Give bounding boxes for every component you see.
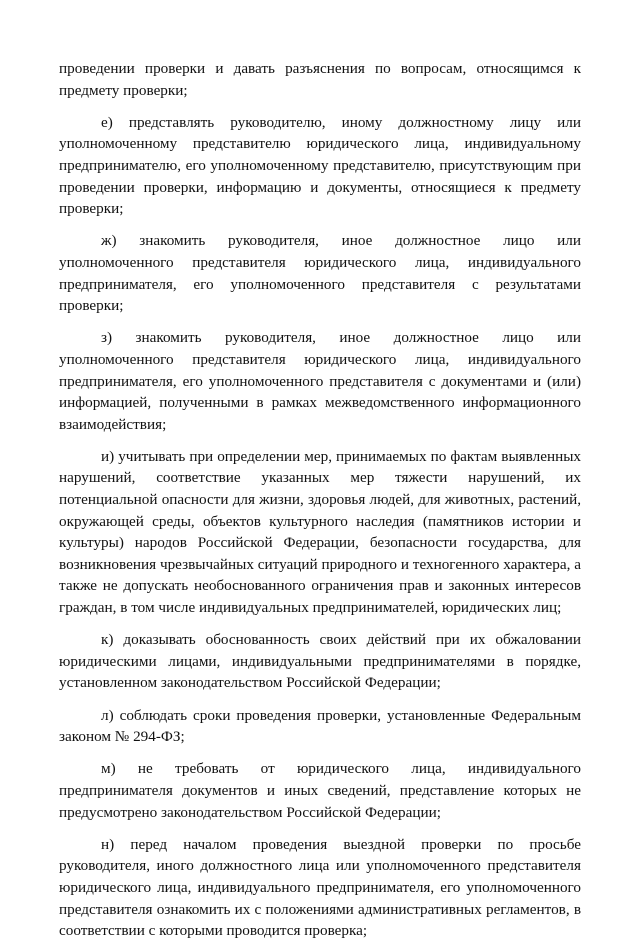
paragraph-item-i: и) учитывать при определении мер, принимаемых по фактам выявленных нарушений, соответствие указанных мер тяжести нарушений, их потенциальной опасности для жизни, здоровья людей, для животных, растений, окружающей среды, объектов культурного наследия (памятников истории и культуры) народов Российской Федерации, безопасности государства, для возникновения чрезвычайных ситуаций природного и техногенного характера, а также не допускать необоснованного ограничения прав и законных интересов граждан, в том числе индивидуальных предпринимателей, юридических лиц; xyxy=(59,447,581,617)
paragraph-item-z: з) знакомить руководителя, иное должностное лицо или уполномоченного представителя юридического лица, индивидуального предпринимателя, его уполномоченного представителя с документами и (или) информацией, полученными в рамках межведомственного информационного взаимодействия; xyxy=(59,329,581,433)
paragraph-item-k: к) доказывать обоснованность своих действий при их обжаловании юридическими лицами, индивидуальными предпринимателями в порядке, установленном законодательством Российской Федерации; xyxy=(59,631,581,692)
paragraph-item-n: н) перед началом проведения выездной проверки по просьбе руководителя, иного должностного лица или уполномоченного представителя юридического лица, индивидуального предпринимателя, его уполномоченного представителя ознакомить их с положениями административных регламентов, в соответствии с которыми проводится проверка; xyxy=(59,835,581,940)
paragraph-item-e: е) представлять руководителю, иному должностному лицу или уполномоченному представителю юридического лица, индивидуальному предпринимателю, его уполномоченному представителю, присутствующим при проведении проверки, информацию и документы, относящиеся к предмету проверки; xyxy=(59,113,581,218)
paragraph-item-zh: ж) знакомить руководителя, иное должностное лицо или уполномоченного представителя юридического лица, индивидуального предпринимателя, его уполномоченного представителя с результатами проверки; xyxy=(59,232,581,315)
paragraph-item-m: м) не требовать от юридического лица, индивидуального предпринимателя документов и иных сведений, представление которых не предусмотрено законодательством Российской Федерации; xyxy=(59,760,581,821)
paragraph-continuation: проведении проверки и давать разъяснения по вопросам, относящимся к предмету проверки; xyxy=(59,60,581,99)
document-page xyxy=(59,58,581,952)
paragraph-item-l: л) соблюдать сроки проведения проверки, установленные Федеральным законом № 294-ФЗ; xyxy=(59,706,581,746)
